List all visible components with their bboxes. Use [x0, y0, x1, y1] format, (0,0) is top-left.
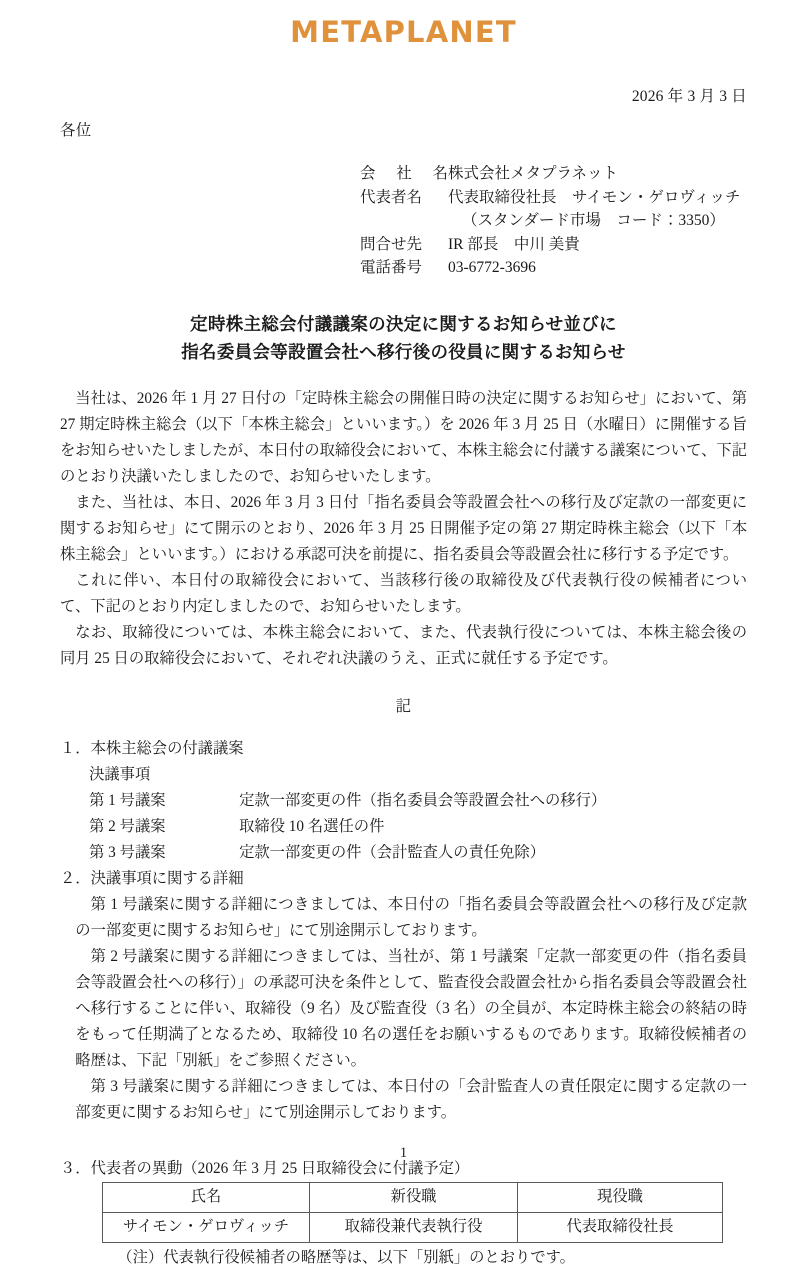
issuer-representative-value: 代表取締役社長 サイモン・ゲロヴィッチ — [448, 188, 741, 206]
body-text — [60, 386, 747, 672]
table-header-row — [103, 1183, 723, 1213]
agenda-item-number: 第 3 号議案 — [89, 844, 166, 862]
issuer-company-value: 株式会社メタプラネット — [448, 165, 619, 182]
issuer-phone-label: 電話番号 — [360, 259, 423, 277]
section-1-heading: １．本株主総会の付議議案 — [60, 740, 244, 758]
issuer-contact-value: IR 部長 中川 美貴 — [448, 235, 580, 253]
table-row — [103, 1213, 723, 1243]
agenda-item-text: 定款一部変更の件（会計監査人の責任免除） — [239, 844, 546, 862]
document-date: 2026 年 3 月 3 日 — [631, 88, 747, 105]
paragraph-2: また、当社は、本日、2026 年 3 月 3 日付「指名委員会等設置会社への移行及び定款の一部変更に関するお知らせ」にて開示のとおり、2026 年 3 月 25 日開催予定の第 27 期定時株主総会（以下「本株主総会」といいます。）における承認可決を前提に、指名委員会等設置会社に移行する予定です。 — [60, 494, 747, 564]
issuer-contact-row — [360, 233, 747, 257]
table-cell-current-role: 代表取締役社長 — [518, 1213, 723, 1243]
section-2-detail-1: 第 1 号議案に関する詳細につきましては、本日付の「指名委員会等設置会社への移行及び定款の一部変更に関するお知らせ」にて別途開示しております。 — [75, 896, 747, 940]
issuer-info-block — [360, 162, 747, 280]
section-2-heading: ２．決議事項に関する詳細 — [60, 870, 244, 888]
page-number: 1 — [399, 1145, 408, 1161]
paragraph-3: これに伴い、本日付の取締役会において、当該移行後の取締役及び代表執行役の候補者について、下記のとおり内定しましたので、お知らせいたします。 — [60, 572, 747, 616]
section-3-heading: ３．代表者の異動（2026 年 3 月 25 日取締役会に付議予定） — [60, 1160, 470, 1178]
page-title-line-1: 定時株主総会付議議案の決定に関するお知らせ並びに — [190, 313, 617, 334]
logo-area — [60, 0, 747, 68]
officer-change-table — [102, 1182, 723, 1243]
issuer-representative-label: 代表者名 — [360, 188, 423, 206]
issuer-company-label: 会 社 名 — [360, 165, 448, 182]
officer-table-wrap — [60, 1182, 747, 1271]
issuer-representative-row — [360, 186, 747, 210]
table-cell-name: サイモン・ゲロヴィッチ — [103, 1213, 310, 1243]
section-2-detail-2: 第 2 号議案に関する詳細につきましては、当社が、第 1 号議案「定款一部変更の件（指名委員会等設置会社への移行）」の承認可決を条件として、監査役会設置会社から指名委員会等設置会社へ移行することに伴い、取締役（9 名）及び監査役（3 名）の全員が、本定時株主総会の終結の時をもって任期満了となるため、取締役 10 名の選任をお願いするものであります。取締役候補者の略歴は、下記「別紙」をご参照ください。 — [75, 948, 747, 1070]
issuer-phone-value: 03-6772-3696 — [448, 259, 536, 277]
agenda-item-number: 第 1 号議案 — [89, 792, 166, 810]
table-cell-new-role: 取締役兼代表執行役 — [310, 1213, 518, 1243]
salutation: 各位 — [60, 122, 92, 139]
section-3 — [60, 1156, 747, 1271]
page-title — [60, 310, 747, 367]
section-1-subheading: 決議事項 — [89, 766, 151, 784]
section-2 — [60, 866, 747, 1126]
section-1 — [60, 736, 747, 866]
section-2-detail-3: 第 3 号議案に関する詳細につきましては、本日付の「会計監査人の責任限定に関する定款の一部変更に関するお知らせ」にて別途開示しております。 — [75, 1078, 747, 1122]
paragraph-1: 当社は、2026 年 1 月 27 日付の「定時株主総会の開催日時の決定に関するお知らせ」において、第 27 期定時株主総会（以下「本株主総会」といいます。）を 2026 年 3 月 25 日（水曜日）に開催する旨をお知らせいたしましたが、本日付の取締役会において、本株主総会に付議する議案について、下記のとおり決議いたしましたので、お知らせいたします。 — [60, 390, 747, 486]
table-note: （注）代表執行役候補者の略歴等は、以下「別紙」のとおりです。 — [117, 1249, 575, 1267]
issuer-phone-row — [360, 256, 747, 280]
agenda-item — [89, 814, 747, 840]
agenda-list — [60, 788, 747, 866]
page-title-line-2: 指名委員会等設置会社へ移行後の役員に関するお知らせ — [181, 342, 626, 363]
ki-marker: 記 — [395, 698, 412, 716]
metaplanet-logo: METAPLANET — [290, 15, 517, 49]
table-header-cell: 現役職 — [518, 1183, 723, 1213]
issuer-market-code: （スタンダード市場 コード：3350） — [462, 212, 725, 230]
agenda-item-text: 取締役 10 名選任の件 — [239, 818, 385, 836]
issuer-contact-label: 問合せ先 — [360, 235, 423, 253]
agenda-item-number: 第 2 号議案 — [89, 818, 166, 836]
agenda-item-text: 定款一部変更の件（指名委員会等設置会社への移行） — [239, 792, 607, 810]
table-header-cell: 氏名 — [103, 1183, 310, 1213]
agenda-item — [89, 840, 747, 866]
table-header-cell: 新役職 — [310, 1183, 518, 1213]
agenda-item — [89, 788, 747, 814]
issuer-company-row — [360, 162, 747, 186]
paragraph-4: なお、取締役については、本株主総会において、また、代表執行役については、本株主総会後の同月 25 日の取締役会において、それぞれ決議のうえ、正式に就任する予定です。 — [60, 624, 747, 668]
